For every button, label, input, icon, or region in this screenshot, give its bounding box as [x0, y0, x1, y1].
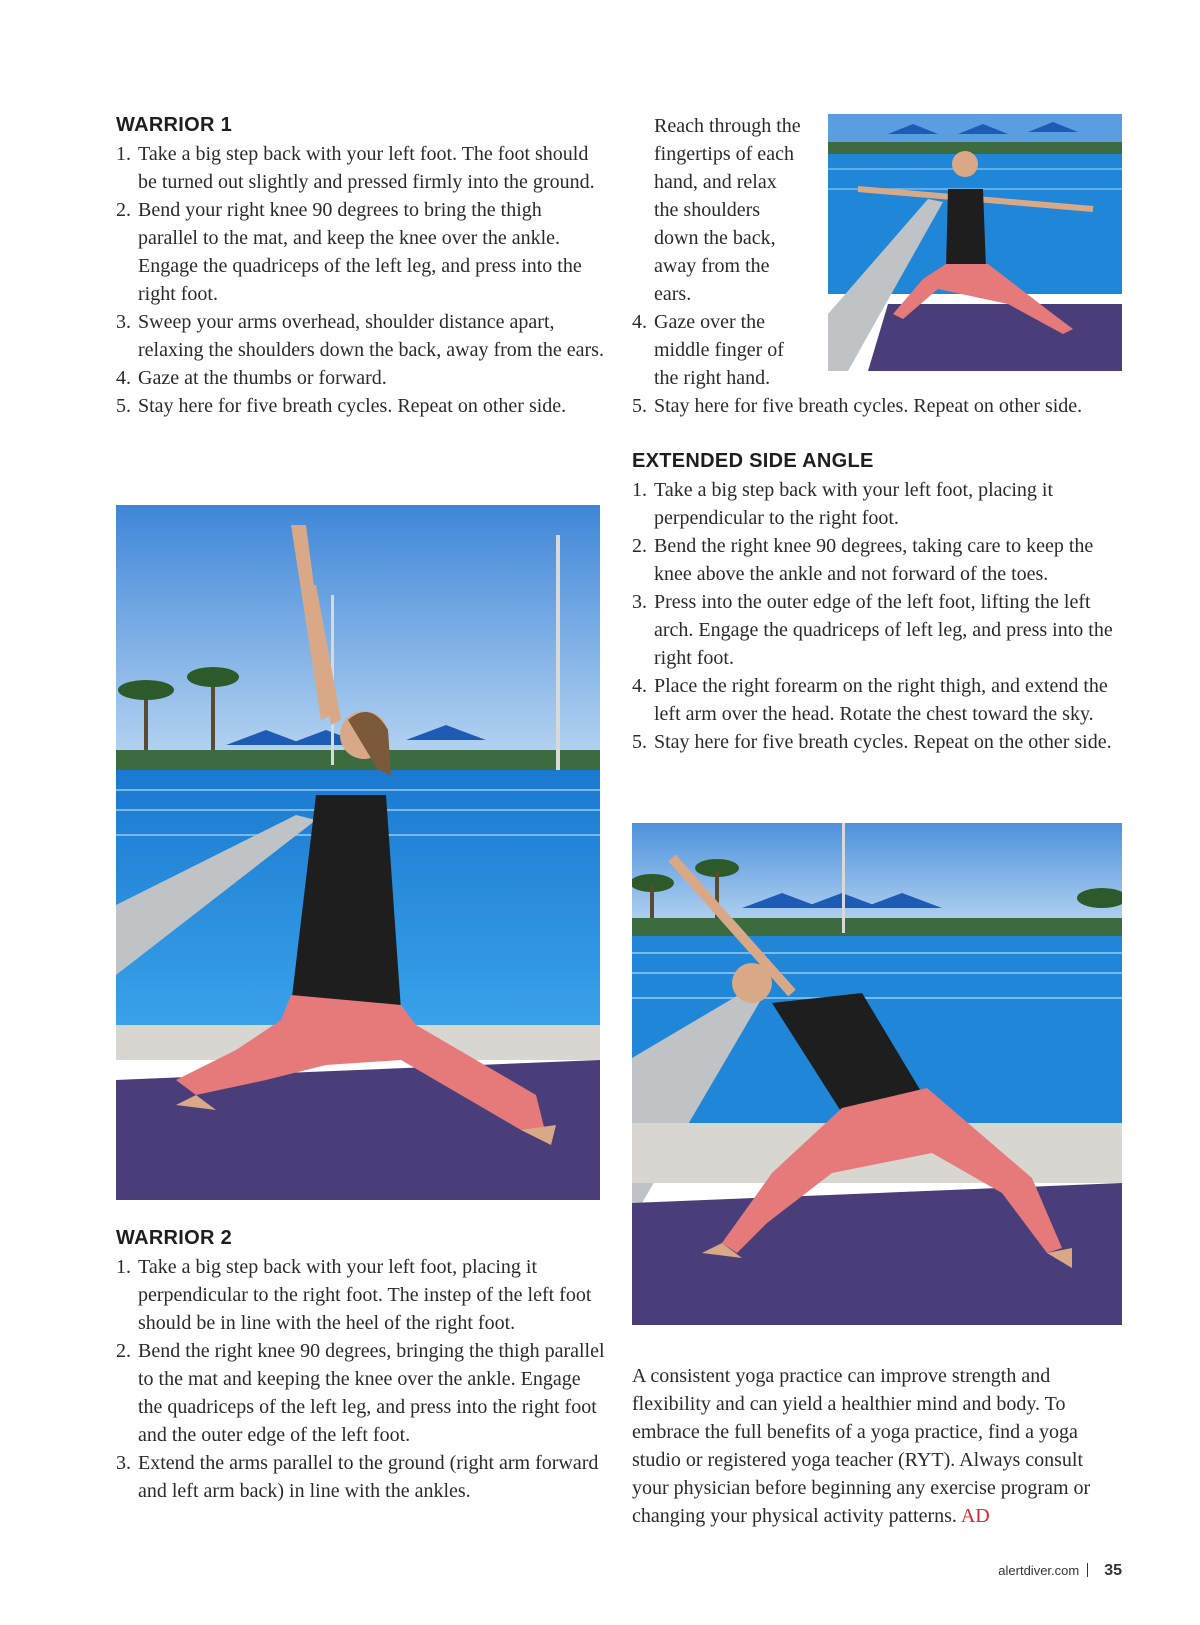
step-item: 4. Gaze over the middle finger of the right hand. [632, 311, 784, 389]
warrior-2-step-3-continued: Reach through the fingertips of each hand, and relax the shoulders down the back, away from the ears. [654, 115, 801, 305]
step-item: 4. Place the right forearm on the right thigh, and extend the left arm over the head. Rotate the chest toward the sky. [632, 675, 1108, 725]
step-item: 1. Take a big step back with your left foot. The foot should be turned out slightly and pressed firmly into the ground. [116, 143, 595, 193]
warrior-2-photo [828, 114, 1122, 371]
step-item: 5. Stay here for five breath cycles. Repeat on the other side. [632, 731, 1112, 753]
warrior-2-illustration [828, 114, 1122, 371]
step-item: 1. Take a big step back with your left foot, placing it perpendicular to the right foot. [632, 479, 1054, 529]
warrior-2-continued [632, 112, 802, 392]
step-item: 2. Bend your right knee 90 degrees to bring the thigh parallel to the mat, and keep the knee over the ankle. Engage the quadriceps of the left leg, and press into the right foot. [116, 199, 582, 305]
warrior-2-section [116, 1225, 606, 1505]
page-footer [998, 1562, 1122, 1580]
step-item: 5. Stay here for five breath cycles. Repeat on other side. [632, 395, 1083, 417]
step-item: 4. Gaze at the thumbs or forward. [116, 367, 387, 389]
warrior-1-illustration [116, 505, 600, 1200]
step-item: 3. Sweep your arms overhead, shoulder distance apart, relaxing the shoulders down the back, away from the ears. [116, 311, 604, 361]
extended-side-angle-heading: EXTENDED SIDE ANGLE [632, 450, 874, 472]
warrior-1-heading: WARRIOR 1 [116, 114, 233, 136]
warrior-1-steps [116, 140, 606, 420]
warrior-2-step-5 [632, 392, 1132, 420]
extended-side-angle-photo [632, 823, 1122, 1325]
step-item: 2. Bend the right knee 90 degrees, taking care to keep the knee above the ankle and not forward of the toes. [632, 535, 1094, 585]
warrior-1-section [116, 112, 606, 420]
step-item: 2. Bend the right knee 90 degrees, bringing the thigh parallel to the mat and keeping the knee over the ankle. Engage the quadriceps of the left leg, and press into the right foot and the outer edge of the left foot. [116, 1340, 605, 1446]
step-item: 3. Press into the outer edge of the left foot, lifting the left arch. Engage the quadriceps of left leg, and press into the right foot. [632, 591, 1113, 669]
end-mark: AD [960, 1505, 990, 1527]
footer-site: alertdiver.com [998, 1563, 1080, 1578]
extended-side-angle-illustration [632, 823, 1122, 1325]
page-number: 35 [1104, 1562, 1122, 1579]
warrior-2-steps [116, 1253, 606, 1505]
warrior-1-photo [116, 505, 600, 1200]
extended-side-angle-section [632, 448, 1132, 756]
warrior-2-steps-cont [632, 308, 802, 392]
extended-side-angle-steps [632, 476, 1132, 756]
step-item: 3. Extend the arms parallel to the ground (right arm forward and left arm back) in line with the ankles. [116, 1452, 599, 1502]
step-item: 1. Take a big step back with your left foot, placing it perpendicular to the right foot. The instep of the left foot should be in line with the heel of the right foot. [116, 1256, 592, 1334]
step-item: 5. Stay here for five breath cycles. Repeat on other side. [116, 395, 567, 417]
closing-paragraph [632, 1362, 1122, 1530]
closing-text: A consistent yoga practice can improve strength and flexibility and can yield a healthier mind and body. To embrace the full benefits of a yoga practice, find a yoga studio or registered yoga teacher (RYT). Always consult your physician before beginning any exercise program or changing your physical activity patterns. [632, 1365, 1091, 1527]
warrior-2-heading: WARRIOR 2 [116, 1227, 233, 1249]
footer-divider [1087, 1563, 1088, 1577]
